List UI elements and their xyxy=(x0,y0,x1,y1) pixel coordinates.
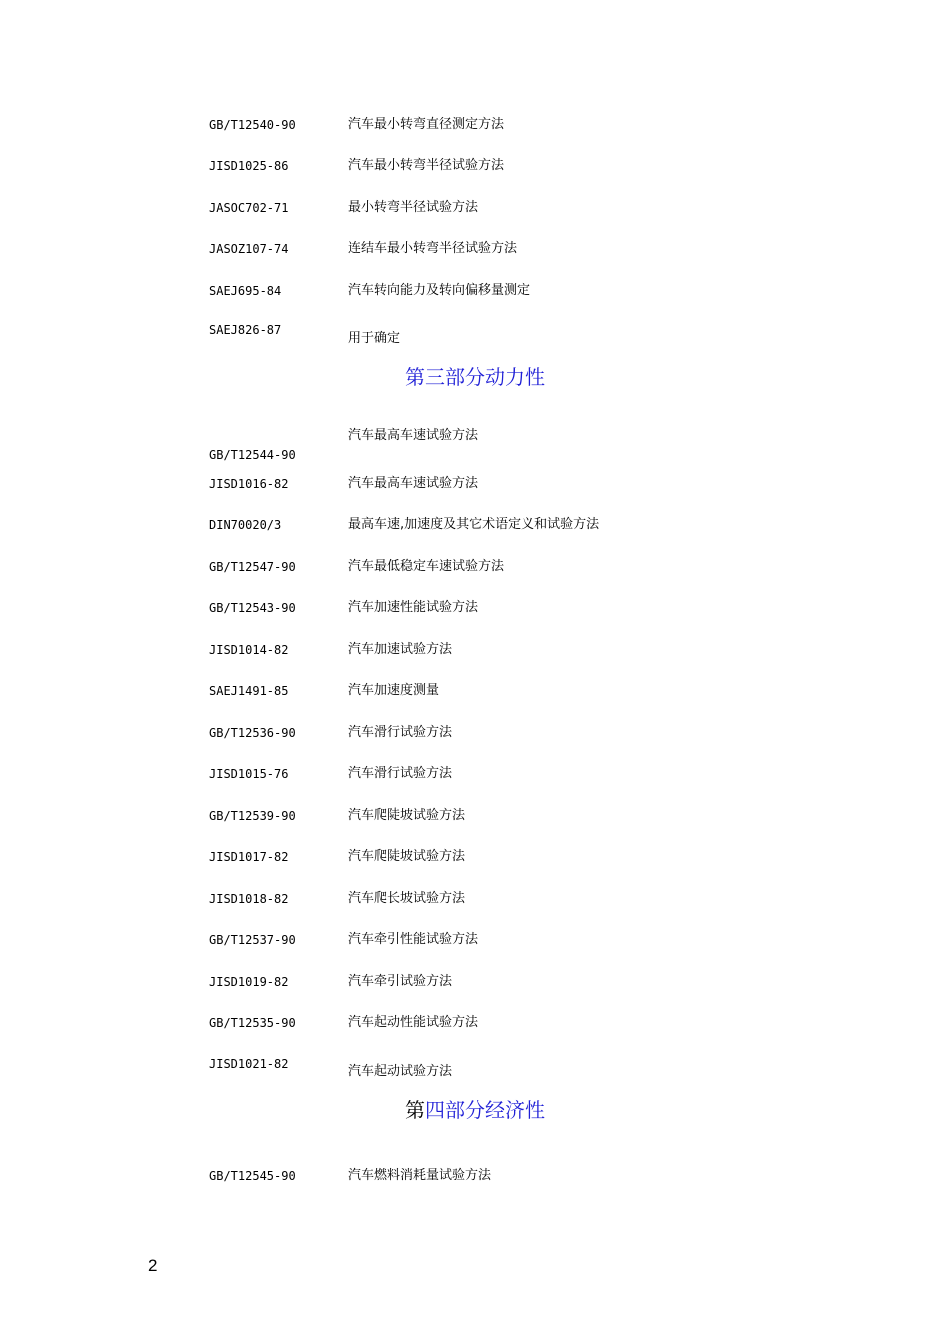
standard-code: JISD1014-82 xyxy=(209,643,289,657)
standard-code: JISD1025-86 xyxy=(209,159,289,173)
heading-text: 第三部分动力性 xyxy=(405,365,545,389)
standard-code: DIN70020/3 xyxy=(209,518,282,532)
heading-text: 四部分经济性 xyxy=(425,1098,545,1122)
standard-title: 汽车起动试验方法 xyxy=(348,1064,453,1079)
standard-title: 汽车牵引试验方法 xyxy=(348,974,453,989)
section-heading-dynamics xyxy=(0,364,950,390)
standard-title: 连结车最小转弯半径试验方法 xyxy=(348,241,518,256)
list-item xyxy=(0,1015,950,1035)
standard-title: 汽车滑行试验方法 xyxy=(348,766,453,781)
standard-title: 汽车转向能力及转向偏移量测定 xyxy=(348,283,531,298)
standard-code: JISD1021-82 xyxy=(209,1057,289,1071)
list-item xyxy=(0,117,950,137)
standard-code: GB/T12535-90 xyxy=(209,1016,296,1030)
list-item xyxy=(0,766,950,786)
standard-title: 汽车最低稳定车速试验方法 xyxy=(348,559,505,574)
section-heading-economy xyxy=(0,1097,950,1123)
list-item xyxy=(0,1168,950,1188)
standard-title: 汽车加速性能试验方法 xyxy=(348,600,479,615)
standard-title: 汽车加速度测量 xyxy=(348,683,440,698)
list-item xyxy=(0,725,950,745)
standard-code: JISD1018-82 xyxy=(209,892,289,906)
list-item xyxy=(0,283,950,303)
standard-code: GB/T12547-90 xyxy=(209,560,296,574)
standard-title: 汽车爬陡坡试验方法 xyxy=(348,849,466,864)
page-number: 2 xyxy=(148,1256,158,1275)
list-item xyxy=(0,808,950,828)
list-item xyxy=(0,932,950,952)
standard-code: GB/T12539-90 xyxy=(209,809,296,823)
standard-code: SAEJ1491-85 xyxy=(209,684,289,698)
list-item xyxy=(0,476,950,496)
standard-title: 汽车起动性能试验方法 xyxy=(348,1015,479,1030)
list-item xyxy=(0,849,950,869)
standard-code: JISD1019-82 xyxy=(209,975,289,989)
list-item xyxy=(0,200,950,220)
standard-title: 汽车牵引性能试验方法 xyxy=(348,932,479,947)
list-item xyxy=(0,1056,950,1096)
standard-title: 汽车燃料消耗量试验方法 xyxy=(348,1168,492,1183)
standard-code: JISD1015-76 xyxy=(209,767,289,781)
standard-title: 汽车最小转弯直径测定方法 xyxy=(348,117,505,132)
standard-code: SAEJ826-87 xyxy=(209,323,282,337)
standard-code: JASOZ107-74 xyxy=(209,242,289,256)
list-item xyxy=(0,517,950,537)
standard-title: 最高车速,加速度及其它术语定义和试验方法 xyxy=(348,517,600,532)
standard-title: 汽车加速试验方法 xyxy=(348,642,453,657)
standard-title: 汽车最高车速试验方法 xyxy=(348,428,479,443)
list-item xyxy=(0,322,950,362)
list-item xyxy=(0,428,950,468)
standard-title: 汽车爬陡坡试验方法 xyxy=(348,808,466,823)
standard-title: 用于确定 xyxy=(348,331,401,346)
standard-code: SAEJ695-84 xyxy=(209,284,282,298)
list-item xyxy=(0,891,950,911)
standard-title: 最小转弯半径试验方法 xyxy=(348,200,479,215)
standard-code: GB/T12545-90 xyxy=(209,1169,296,1183)
heading-prefix: 第 xyxy=(405,1098,425,1122)
standard-code: JISD1017-82 xyxy=(209,850,289,864)
standard-code: GB/T12537-90 xyxy=(209,933,296,947)
standard-code: JASOC702-71 xyxy=(209,201,289,215)
standard-title: 汽车滑行试验方法 xyxy=(348,725,453,740)
standard-code: GB/T12536-90 xyxy=(209,726,296,740)
list-item xyxy=(0,158,950,178)
list-item xyxy=(0,600,950,620)
list-item xyxy=(0,974,950,994)
standard-title: 汽车最高车速试验方法 xyxy=(348,476,479,491)
list-item xyxy=(0,559,950,579)
standard-title: 汽车爬长坡试验方法 xyxy=(348,891,466,906)
list-item xyxy=(0,683,950,703)
standard-code: GB/T12543-90 xyxy=(209,601,296,615)
list-item xyxy=(0,241,950,261)
standard-code: GB/T12544-90 xyxy=(209,448,296,462)
standard-code: GB/T12540-90 xyxy=(209,118,296,132)
standard-title: 汽车最小转弯半径试验方法 xyxy=(348,158,505,173)
list-item xyxy=(0,642,950,662)
standard-code: JISD1016-82 xyxy=(209,477,289,491)
